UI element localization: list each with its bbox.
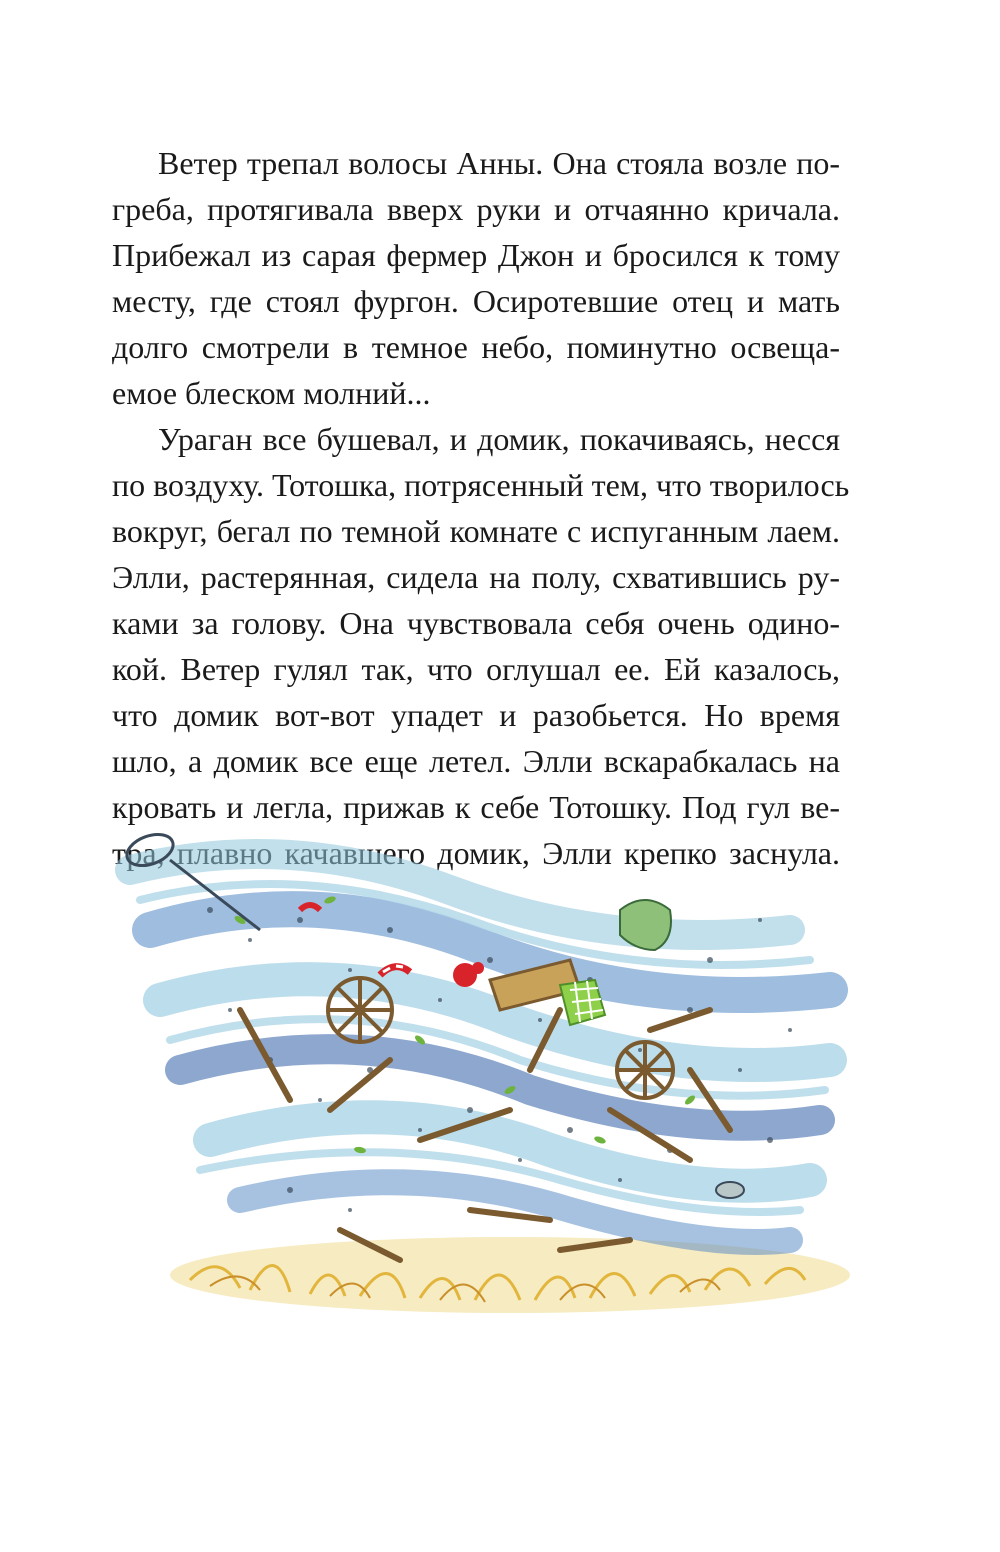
text-line: ками за голову. Она чувствовала себя очень одино-: [112, 605, 840, 641]
text-line: долго смотрели в темное небо, поминутно освеща-: [112, 329, 840, 365]
text-line: емое блеском молний...: [112, 375, 431, 411]
text-line: Ураган все бушевал, и домик, покачиваясь, несся: [158, 421, 840, 457]
tornado-illustration: [90, 810, 870, 1330]
red-teapot: [453, 962, 484, 987]
text-line: месту, где стоял фургон. Осиротевшие отец и мать: [112, 283, 840, 319]
text-line: вокруг, бегал по темной комнате с испуганным лаем.: [112, 513, 840, 549]
cooking-pot: [716, 1182, 744, 1198]
text-line: кровать и легла, прижав к себе Тотошку. Под гул ве-: [112, 789, 840, 825]
text-line: тра, плавно качавшего домик, Элли крепко заснула.: [112, 835, 840, 871]
wagon-wheel-left: [328, 978, 392, 1042]
text-line: Элли, растерянная, сидела на полу, схватившись ру-: [112, 559, 840, 595]
text-line: Ветер трепал волосы Анны. Она стояла возле по-: [158, 145, 840, 181]
text-line: греба, протягивала вверх руки и отчаянно кричала.: [112, 191, 840, 227]
text-line: кой. Ветер гулял так, что оглушал ее. Ей казалось,: [112, 651, 840, 687]
wagon-wheel-right: [617, 1042, 673, 1098]
text-line: шло, а домик все еще летел. Элли вскарабкалась на: [112, 743, 840, 779]
text-line: что домик вот-вот упадет и разобьется. Но время: [112, 697, 840, 733]
paragraph-1: [112, 140, 840, 416]
story-text: [112, 140, 850, 876]
text-line: по воздуху. Тотошка, потрясенный тем, что творилось: [112, 467, 850, 503]
text-line: Прибежал из сарая фермер Джон и бросился к тому: [112, 237, 840, 273]
green-hat: [620, 900, 671, 950]
paragraph-2: [112, 416, 850, 876]
